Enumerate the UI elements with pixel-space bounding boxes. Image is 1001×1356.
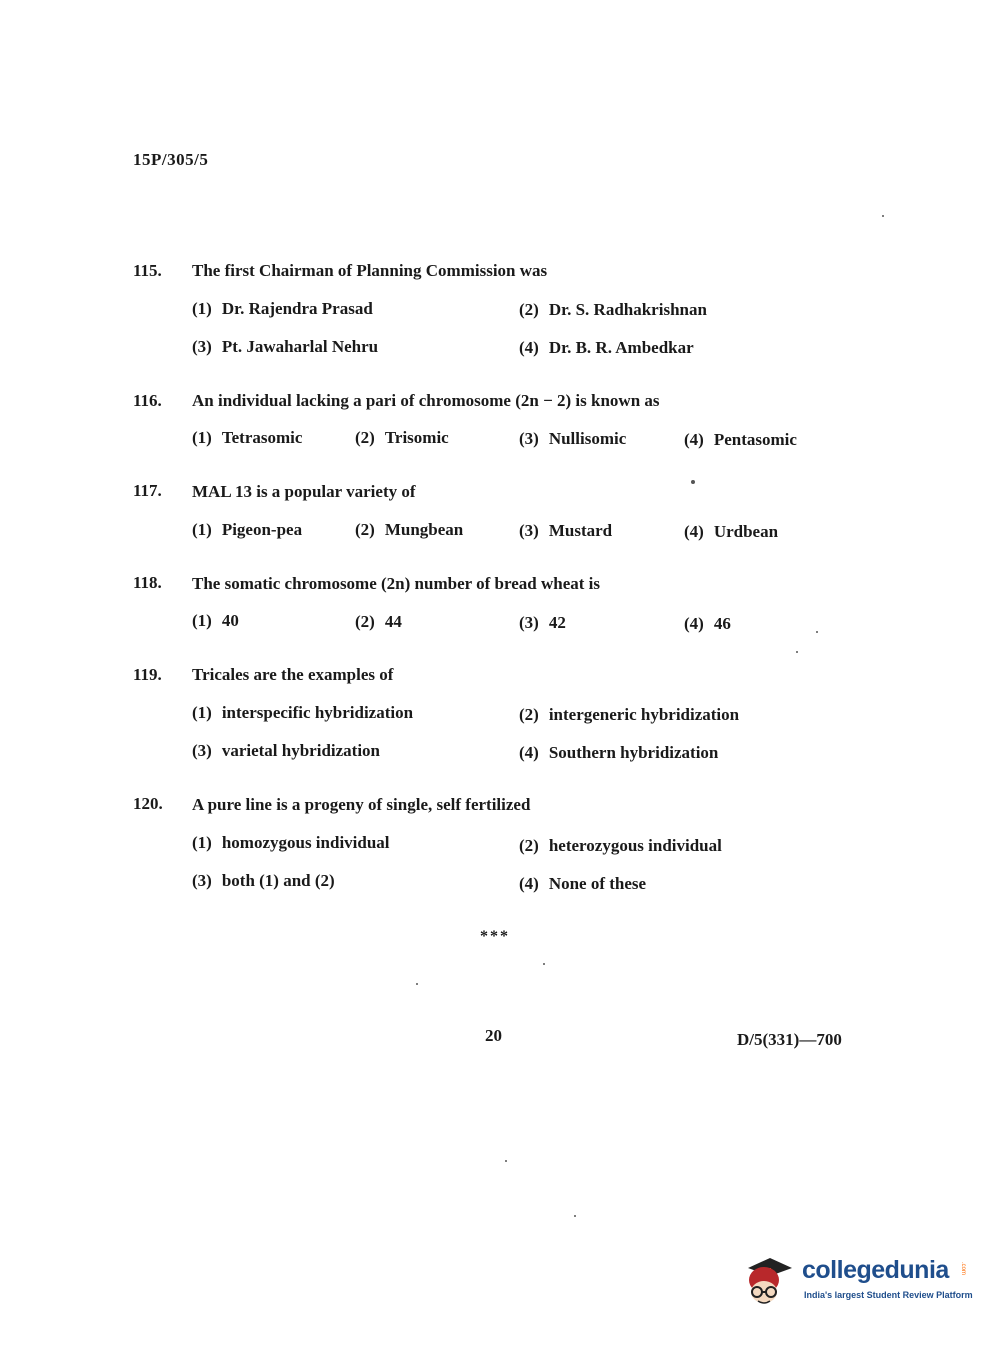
option-text: Mungbean	[384, 520, 464, 539]
option	[519, 874, 646, 894]
question-text: An individual lacking a pari of chromosome (2n − 2) is known as	[192, 391, 660, 410]
option	[519, 836, 722, 856]
scan-speck	[574, 1215, 576, 1217]
question-number: 118.	[133, 573, 162, 592]
option-number: (1)	[192, 611, 212, 630]
option	[519, 521, 612, 541]
question-number: 117.	[133, 481, 162, 500]
option	[519, 705, 739, 725]
option	[192, 871, 335, 891]
option	[192, 337, 378, 357]
option-number: (3)	[192, 741, 212, 760]
question-number: 119.	[133, 665, 162, 684]
option	[355, 428, 449, 448]
option-text: Southern hybridization	[548, 743, 719, 762]
option	[192, 611, 239, 631]
option-number: (4)	[684, 614, 704, 633]
question-text: The first Chairman of Planning Commission was	[192, 261, 548, 280]
option-number: (2)	[519, 705, 539, 724]
option	[519, 338, 694, 358]
scan-speck	[543, 963, 545, 965]
option-number: (3)	[519, 429, 539, 448]
option-number: (4)	[684, 430, 704, 449]
option-text: Nullisomic	[548, 429, 627, 448]
option-number: (1)	[192, 428, 212, 447]
question-text: The somatic chromosome (2n) number of bread wheat is	[192, 574, 600, 593]
option-number: (3)	[519, 613, 539, 632]
mascot-icon	[742, 1250, 798, 1310]
option-number: (2)	[355, 520, 375, 539]
option	[684, 522, 778, 542]
option-number: (4)	[519, 874, 539, 893]
option-number: (4)	[519, 338, 539, 357]
option	[519, 300, 707, 320]
question-text: A pure line is a progeny of single, self fertilized	[192, 795, 531, 814]
option-text: None of these	[548, 874, 647, 893]
question-number: 116.	[133, 391, 162, 410]
logo-suffix: .com	[960, 1262, 966, 1276]
footer-code: D/5(331)—700	[737, 1030, 842, 1049]
option	[192, 520, 302, 540]
page-number: 20	[485, 1026, 502, 1045]
scan-speck	[416, 983, 418, 985]
scan-speck	[882, 215, 884, 217]
option-text: Dr. B. R. Ambedkar	[548, 338, 694, 357]
option-number: (3)	[192, 337, 212, 356]
option-text: Urdbean	[713, 522, 779, 541]
option	[192, 703, 413, 723]
option-text: Tetrasomic	[221, 428, 303, 447]
option-text: 44	[384, 612, 402, 631]
option	[192, 833, 390, 853]
option-number: (1)	[192, 703, 212, 722]
logo-tagline: India's largest Student Review Platform	[804, 1290, 973, 1300]
option-text: 42	[548, 613, 566, 632]
logo-name: collegedunia	[802, 1256, 949, 1284]
option	[192, 299, 373, 319]
option	[355, 612, 402, 632]
end-stars: ***	[480, 928, 510, 945]
option-number: (4)	[519, 743, 539, 762]
option-text: Dr. S. Radhakrishnan	[548, 300, 707, 319]
option-number: (1)	[192, 833, 212, 852]
option-text: Mustard	[548, 521, 613, 540]
scan-speck	[505, 1160, 507, 1162]
option-text: intergeneric hybridization	[548, 705, 740, 724]
option-text: heterozygous individual	[548, 836, 722, 855]
paper-code: 15P/305/5	[133, 150, 209, 169]
option-text: 40	[221, 611, 239, 630]
collegedunia-logo	[742, 1250, 972, 1310]
option	[684, 430, 797, 450]
question-text: MAL 13 is a popular variety of	[192, 482, 416, 501]
option-text: Dr. Rajendra Prasad	[221, 299, 373, 318]
option	[519, 743, 718, 763]
option-number: (1)	[192, 520, 212, 539]
option-text: Pentasomic	[713, 430, 797, 449]
option-text: homozygous individual	[221, 833, 390, 852]
option-text: Pt. Jawaharlal Nehru	[221, 337, 379, 356]
option-text: Trisomic	[384, 428, 449, 447]
option-number: (2)	[519, 300, 539, 319]
option-text: varietal hybridization	[221, 741, 381, 760]
option-text: 46	[713, 614, 731, 633]
scan-speck	[796, 651, 798, 653]
option-text: both (1) and (2)	[221, 871, 335, 890]
option-text: interspecific hybridization	[221, 703, 414, 722]
option-number: (1)	[192, 299, 212, 318]
scan-speck	[816, 631, 818, 633]
option-number: (3)	[192, 871, 212, 890]
option-number: (2)	[519, 836, 539, 855]
option	[355, 520, 463, 540]
scan-speck	[691, 480, 695, 484]
option	[519, 429, 626, 449]
option	[684, 614, 731, 634]
question-number: 115.	[133, 261, 162, 280]
option-text: Pigeon-pea	[221, 520, 303, 539]
option-number: (2)	[355, 612, 375, 631]
option-number: (4)	[684, 522, 704, 541]
option	[519, 613, 566, 633]
option	[192, 741, 380, 761]
option-number: (3)	[519, 521, 539, 540]
question-text: Tricales are the examples of	[192, 665, 394, 684]
option-number: (2)	[355, 428, 375, 447]
option	[192, 428, 302, 448]
question-number: 120.	[133, 794, 163, 813]
